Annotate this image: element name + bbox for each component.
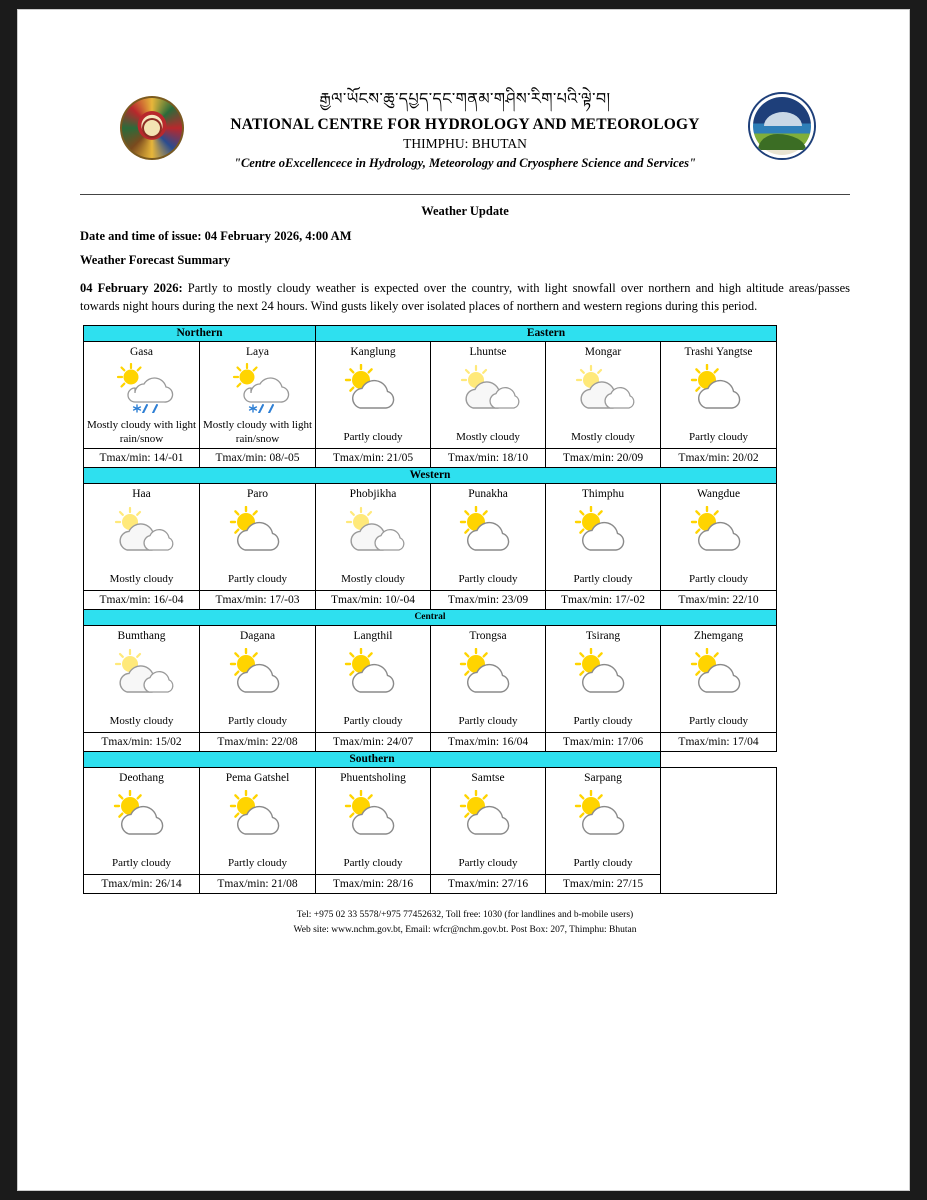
place-name: Mongar xyxy=(584,346,622,359)
place-name: Tsirang xyxy=(585,630,621,643)
forecast-cell-kanglung xyxy=(316,342,431,449)
place-name: Trongsa xyxy=(469,630,507,643)
place-name: Wangdue xyxy=(696,488,741,501)
table-row xyxy=(84,484,777,591)
organization-tagline: "Centre oExcellencece in Hydrology, Meteorology and Cryosphere Science and Services" xyxy=(234,155,696,170)
condition-text: Partly cloudy xyxy=(573,572,633,585)
forecast-cell-dagana xyxy=(200,626,316,733)
temperature-cell: Tmax/min: 20/09 xyxy=(546,449,661,468)
condition-text: Mostly cloudy xyxy=(109,714,174,727)
forecast-cell-langthil xyxy=(316,626,431,733)
cloud-sun-dim-icon xyxy=(316,504,430,556)
sun-cloud-rain-snow-icon xyxy=(200,362,315,414)
region-header-central: Central xyxy=(84,610,777,626)
place-name: Phuentsholing xyxy=(340,772,406,785)
forecast-cell-trashi-yangtse xyxy=(661,342,777,449)
temperature-cell: Tmax/min: 27/16 xyxy=(431,875,546,894)
condition-text: Partly cloudy xyxy=(228,856,287,869)
sun-cloud-icon xyxy=(431,646,545,698)
sun-cloud-icon xyxy=(200,646,315,698)
place-name: Laya xyxy=(246,346,269,359)
temperature-cell: Tmax/min: 28/16 xyxy=(316,875,431,894)
table-row xyxy=(84,733,777,752)
sun-cloud-icon xyxy=(661,362,776,414)
table-row xyxy=(84,342,777,449)
place-name: Kanglung xyxy=(350,346,396,359)
forecast-summary xyxy=(80,279,850,315)
sun-cloud-rain-snow-icon xyxy=(84,362,199,414)
forecast-cell-zhemgang xyxy=(661,626,777,733)
cloud-sun-dim-icon xyxy=(546,362,660,414)
condition-text: Mostly cloudy with light rain/snow xyxy=(202,418,313,445)
region-header-eastern: Eastern xyxy=(316,326,777,342)
condition-text: Partly cloudy xyxy=(228,714,287,727)
region-header-western: Western xyxy=(84,468,777,484)
temperature-cell: Tmax/min: 22/10 xyxy=(661,591,777,610)
sun-cloud-icon xyxy=(84,788,199,840)
temperature-cell: Tmax/min: 26/14 xyxy=(84,875,200,894)
sun-cloud-icon xyxy=(431,504,545,556)
footer-web-line: Web site: www.nchm.gov.bt, Email: wfcr@nchm.gov.bt. Post Box: 207, Thimphu: Bhutan xyxy=(293,924,637,935)
temperature-cell: Tmax/min: 16/-04 xyxy=(84,591,200,610)
place-name: Haa xyxy=(132,488,151,501)
forecast-cell-laya xyxy=(200,342,316,449)
condition-text: Partly cloudy xyxy=(458,856,518,869)
temperature-cell: Tmax/min: 16/04 xyxy=(431,733,546,752)
organization-name: NATIONAL CENTRE FOR HYDROLOGY AND METEOROLOGY xyxy=(230,115,700,133)
condition-text: Mostly cloudy xyxy=(571,430,635,443)
sun-cloud-icon xyxy=(661,646,776,698)
condition-text: Partly cloudy xyxy=(458,714,518,727)
forecast-cell-wangdue xyxy=(661,484,777,591)
place-name: Thimphu xyxy=(581,488,625,501)
sun-cloud-icon xyxy=(200,504,315,556)
region-header-southern: Southern xyxy=(84,752,661,768)
condition-text: Partly cloudy xyxy=(689,714,748,727)
condition-text: Partly cloudy xyxy=(573,856,633,869)
forecast-cell-sarpang xyxy=(546,768,661,875)
temperature-cell: Tmax/min: 08/-05 xyxy=(200,449,316,468)
condition-text: Partly cloudy xyxy=(112,856,171,869)
table-row xyxy=(84,626,777,733)
temperature-cell: Tmax/min: 23/09 xyxy=(431,591,546,610)
place-name: Bumthang xyxy=(117,630,166,643)
footer-phone-line: Tel: +975 02 33 5578/+975 77452632, Toll free: 1030 (for landlines and b-mobile users) xyxy=(296,910,634,921)
sun-cloud-icon xyxy=(316,362,430,414)
place-name: Samtse xyxy=(471,772,505,785)
temperature-cell: Tmax/min: 20/02 xyxy=(661,449,777,468)
condition-text: Partly cloudy xyxy=(343,430,403,443)
region-header-northern: Northern xyxy=(84,326,316,342)
condition-text: Partly cloudy xyxy=(689,430,748,443)
sun-cloud-icon xyxy=(546,504,660,556)
temperature-cell: Tmax/min: 21/05 xyxy=(316,449,431,468)
temperature-cell: Tmax/min: 21/08 xyxy=(200,875,316,894)
summary-heading: Weather Forecast Summary xyxy=(80,253,231,267)
summary-text: Partly to mostly cloudy weather is expected over the country, with light snowfall over northern and high altitude areas/passes towards night hours during the next 24 hours. Wind gusts likely over isolated places of northern and western regions during this period. xyxy=(80,281,850,314)
condition-text: Mostly cloudy xyxy=(456,430,520,443)
place-name: Paro xyxy=(246,488,269,501)
table-row xyxy=(84,610,777,626)
sun-cloud-icon xyxy=(546,646,660,698)
cloud-sun-dim-icon xyxy=(84,646,199,698)
empty-cell xyxy=(661,752,777,768)
forecast-cell-haa xyxy=(84,484,200,591)
table-row xyxy=(84,449,777,468)
condition-text: Partly cloudy xyxy=(343,714,403,727)
forecast-cell-lhuntse xyxy=(431,342,546,449)
forecast-cell-bumthang xyxy=(84,626,200,733)
condition-text: Partly cloudy xyxy=(573,714,633,727)
sun-cloud-icon xyxy=(316,788,430,840)
place-name: Phobjikha xyxy=(349,488,397,501)
issue-datetime: Date and time of issue: 04 February 2026, 4:00 AM xyxy=(80,229,352,243)
report-sheet xyxy=(80,70,850,937)
temperature-cell: Tmax/min: 27/15 xyxy=(546,875,661,894)
nchm-circular-logo-icon xyxy=(750,94,814,158)
temperature-cell: Tmax/min: 14/-01 xyxy=(84,449,200,468)
summary-date: 04 February 2026: xyxy=(80,281,183,295)
place-name: Dagana xyxy=(239,630,276,643)
forecast-cell-phuentsholing xyxy=(316,768,431,875)
forecast-cell-trongsa xyxy=(431,626,546,733)
sun-cloud-icon xyxy=(431,788,545,840)
table-row xyxy=(84,752,777,768)
forecast-cell-punakha xyxy=(431,484,546,591)
sun-cloud-icon xyxy=(661,504,776,556)
bhutan-national-emblem-logo-icon xyxy=(120,96,184,160)
condition-text: Partly cloudy xyxy=(343,856,403,869)
forecast-cell-gasa xyxy=(84,342,200,449)
place-name: Langthil xyxy=(353,630,393,643)
document-header xyxy=(80,88,850,188)
document-footer xyxy=(80,908,850,937)
temperature-cell: Tmax/min: 18/10 xyxy=(431,449,546,468)
place-name: Pema Gatshel xyxy=(225,772,290,785)
temperature-cell: Tmax/min: 15/02 xyxy=(84,733,200,752)
temperature-cell: Tmax/min: 22/08 xyxy=(200,733,316,752)
temperature-cell: Tmax/min: 17/04 xyxy=(661,733,777,752)
forecast-cell-samtse xyxy=(431,768,546,875)
forecast-cell-thimphu xyxy=(546,484,661,591)
page-title: Weather Update xyxy=(421,204,509,218)
forecast-cell-mongar xyxy=(546,342,661,449)
place-name: Lhuntse xyxy=(469,346,507,359)
sun-cloud-icon xyxy=(316,646,430,698)
table-row xyxy=(84,468,777,484)
condition-text: Partly cloudy xyxy=(228,572,287,585)
temperature-cell: Tmax/min: 24/07 xyxy=(316,733,431,752)
header-divider xyxy=(80,194,850,195)
place-name: Trashi Yangtse xyxy=(684,346,753,359)
place-name: Sarpang xyxy=(584,772,622,785)
condition-text: Mostly cloudy xyxy=(109,572,174,585)
dzongkha-title: རྒྱལ་ཡོངས་ཆུ་དཔྱད་དང་གནམ་གཤིས་རིག་པའི་ལྟེ་བ། xyxy=(319,89,611,108)
place-name: Deothang xyxy=(119,772,164,785)
temperature-cell: Tmax/min: 17/-03 xyxy=(200,591,316,610)
forecast-cell-paro xyxy=(200,484,316,591)
table-row xyxy=(84,591,777,610)
condition-text: Partly cloudy xyxy=(689,572,748,585)
forecast-cell-deothang xyxy=(84,768,200,875)
condition-text: Mostly cloudy with light rain/snow xyxy=(86,418,197,445)
document-page xyxy=(18,10,909,1190)
condition-text: Partly cloudy xyxy=(458,572,518,585)
forecast-table xyxy=(83,325,777,894)
sun-cloud-icon xyxy=(200,788,315,840)
forecast-cell-phobjikha xyxy=(316,484,431,591)
forecast-cell-pema-gatshel xyxy=(200,768,316,875)
temperature-cell: Tmax/min: 10/-04 xyxy=(316,591,431,610)
condition-text: Mostly cloudy xyxy=(341,572,405,585)
place-name: Gasa xyxy=(130,346,153,359)
temperature-cell: Tmax/min: 17/06 xyxy=(546,733,661,752)
table-row xyxy=(84,768,777,875)
forecast-cell-tsirang xyxy=(546,626,661,733)
place-name: Punakha xyxy=(468,488,508,501)
place-name: Zhemgang xyxy=(693,630,744,643)
sun-cloud-icon xyxy=(546,788,660,840)
cloud-sun-dim-icon xyxy=(431,362,545,414)
empty-cell xyxy=(661,768,777,894)
temperature-cell: Tmax/min: 17/-02 xyxy=(546,591,661,610)
cloud-sun-dim-icon xyxy=(84,504,199,556)
table-row xyxy=(84,326,777,342)
organization-city: THIMPHU: BHUTAN xyxy=(403,135,527,151)
